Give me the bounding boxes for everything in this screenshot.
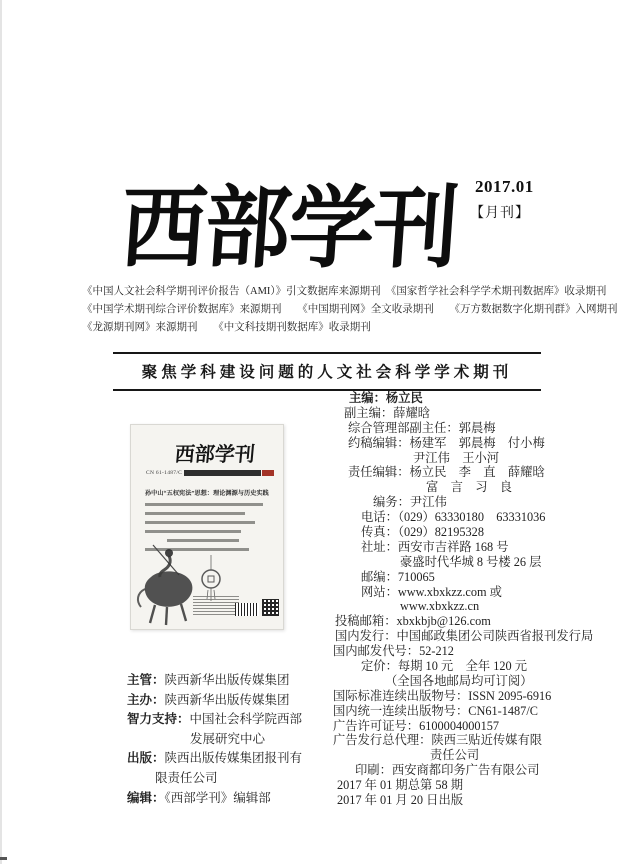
publisher-row bbox=[127, 789, 342, 809]
publisher-label: 主管： bbox=[127, 673, 165, 687]
publisher-label: 主办： bbox=[127, 692, 165, 707]
indexing-line: 《中国人文社会科学期刊评价报告（AMI）》引文数据库来源期刊 《国家哲学社会科学学术期刊数据库》收录期刊 bbox=[82, 286, 607, 297]
colophon-column bbox=[333, 391, 633, 808]
indexing-line: 《龙源期刊网》来源期刊 《中文科技期刊数据库》收录期刊 bbox=[82, 322, 371, 333]
colophon-line: 国内统一连续出版物号：CN61-1487/C bbox=[333, 703, 538, 718]
colophon-line: 社址：西安市吉祥路 168 号 bbox=[361, 539, 509, 554]
barcode bbox=[235, 603, 259, 616]
page-edge-shadow bbox=[0, 0, 2, 864]
colophon-line: 邮编：710065 bbox=[361, 569, 435, 584]
frequency-label: 【月刊】 bbox=[470, 206, 530, 221]
colophon-line: 责任编辑：杨立民 李 直 薛耀晗 bbox=[348, 465, 545, 480]
cover-headline: 孙中山“五权宪法”思想：理论渊源与历史实践 bbox=[145, 490, 269, 497]
cover-text-bar bbox=[145, 530, 241, 533]
publisher-row bbox=[127, 749, 342, 769]
publisher-label: 智力支持： bbox=[127, 712, 190, 727]
colophon-line: 网站：www.xbxkzz.com 或 bbox=[361, 584, 502, 599]
colophon-line: 责任公司 bbox=[430, 748, 480, 763]
colophon-line: 广告发行总代理：陕西三贴近传媒有限 bbox=[333, 733, 543, 748]
cover-imprint-microtext bbox=[193, 596, 239, 617]
colophon-line: 编务：尹江伟 bbox=[373, 495, 447, 510]
cover-title-band bbox=[184, 470, 261, 476]
colophon-line: 定价：每期 10 元 全年 120 元 bbox=[361, 659, 528, 674]
publisher-value: 限责任公司 bbox=[155, 770, 218, 785]
colophon-line: 投稿邮箱：xbxkbjb@126.com bbox=[335, 614, 491, 629]
cover-cn-code: CN 61-1487/C bbox=[146, 470, 183, 476]
colophon-line: 国际标准连续出版物号：ISSN 2095-6916 bbox=[333, 688, 552, 703]
scan-speck bbox=[0, 857, 7, 860]
colophon-line: 国内发行：中国邮政集团公司陕西省报刊发行局 bbox=[335, 629, 594, 644]
indexing-lines bbox=[82, 283, 618, 337]
publisher-row-continuation bbox=[127, 730, 342, 750]
journal-title-calligraphy: 西部学刊 bbox=[117, 178, 461, 279]
colophon-line: 副主编：薛耀晗 bbox=[344, 405, 431, 420]
publisher-label: 出版： bbox=[127, 751, 165, 766]
colophon-line: www.xbxkzz.cn bbox=[400, 599, 480, 614]
colophon-line: 综合管理部副主任：郭晨梅 bbox=[348, 420, 496, 435]
colophon-line: 约稿编辑：杨建军 郭晨梅 付小梅 bbox=[348, 435, 545, 450]
colophon-line: （全国各地邮局均可订阅） bbox=[385, 673, 533, 688]
slogan-banner bbox=[113, 352, 541, 391]
colophon-line: 2017 年 01 期总第 58 期 bbox=[337, 778, 464, 793]
colophon-line: 主编：杨立民 bbox=[349, 391, 423, 405]
publisher-row bbox=[127, 691, 342, 711]
cover-text-bar bbox=[167, 539, 239, 542]
cover-red-mark bbox=[262, 470, 274, 476]
colophon-line: 富 言 习 良 bbox=[426, 480, 513, 495]
cover-meta-row bbox=[146, 470, 274, 476]
cover-title-calligraphy: 西部学刊 bbox=[173, 444, 256, 466]
colophon-line: 尹江伟 王小河 bbox=[413, 450, 500, 465]
cover-text-bar bbox=[145, 512, 245, 515]
publisher-row bbox=[127, 710, 342, 730]
slogan-text: 聚焦学科建设问题的人文社会科学学术期刊 bbox=[141, 364, 513, 381]
publisher-column bbox=[127, 671, 342, 808]
colophon-line: 传真：（029）82195328 bbox=[361, 525, 484, 540]
colophon-line: 豪盛时代华城 8 号楼 26 层 bbox=[400, 554, 542, 569]
cover-text-bar bbox=[145, 503, 263, 506]
publisher-row bbox=[127, 671, 342, 691]
publisher-label: 编辑： bbox=[127, 790, 165, 805]
publisher-value: 中国社会科学院西部 bbox=[189, 712, 303, 727]
colophon-line: 电话：（029）63330180 63331036 bbox=[361, 510, 546, 525]
indexing-line: 《中国学术期刊综合评价数据库》来源期刊 《中国期刊网》全文收录期刊 《万方数据数字化期刊群》入网期刊 bbox=[82, 304, 618, 315]
publisher-value: 《西部学刊》编辑部 bbox=[164, 790, 271, 805]
cover-text-bar bbox=[145, 521, 255, 524]
issue-date: 2017.01 bbox=[475, 177, 534, 196]
publisher-value: 陕西新华出版传媒集团 bbox=[164, 673, 290, 687]
publisher-row-continuation bbox=[127, 769, 342, 789]
colophon-line: 国内邮发代号：52-212 bbox=[333, 644, 454, 659]
colophon-line: 广告许可证号：6100004000157 bbox=[333, 718, 500, 733]
journal-cover bbox=[130, 424, 284, 630]
colophon-line: 印刷：西安商都印务广告有限公司 bbox=[355, 763, 540, 778]
publisher-value: 发展研究中心 bbox=[190, 731, 266, 746]
publisher-value: 陕西新华出版传媒集团 bbox=[164, 692, 290, 707]
qr-code bbox=[262, 599, 279, 616]
publisher-value: 陕西出版传媒集团报刊有 bbox=[164, 751, 303, 766]
colophon-line: 2017 年 01 月 20 日出版 bbox=[337, 793, 464, 808]
